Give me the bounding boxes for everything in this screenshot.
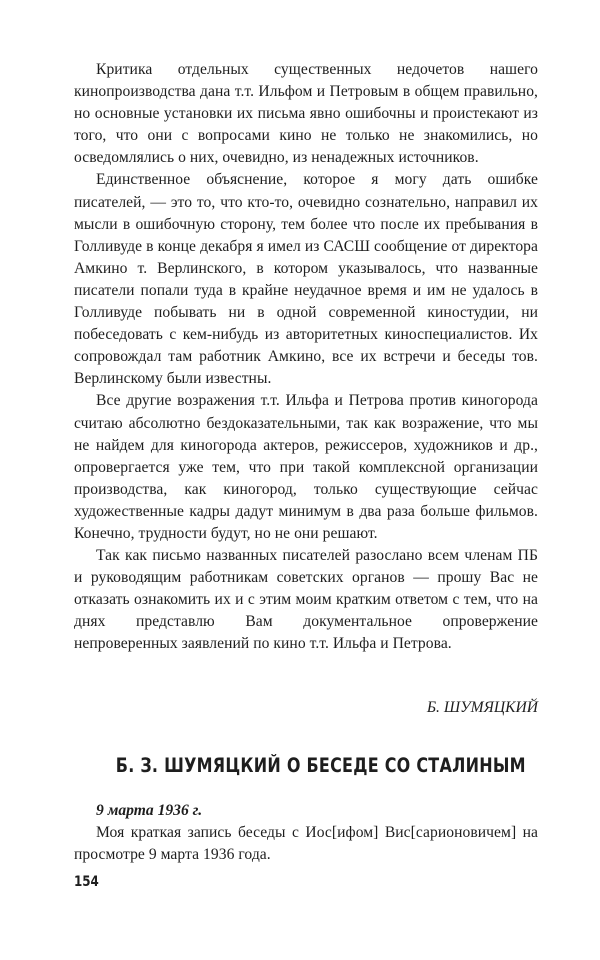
dateline: 9 марта 1936 г.	[96, 802, 203, 819]
paragraph: Критика отдельных существенных недочетов нашего кинопроизводства дана т.т. Ильфом и Петровым в общем правильно, но основные установки их письма явно ошибочны и проистекают из того, что они с вопросами кино не только не знакомились, но осведомлялись о них, очевидно, из ненадежных источников.	[74, 61, 538, 167]
record-intro	[74, 822, 538, 866]
letter-body	[74, 59, 538, 656]
signature: Б. ШУМЯЦКИЙ	[426, 699, 538, 716]
paragraph: Все другие возражения т.т. Ильфа и Петрова против киногорода считаю абсолютно бездоказательными, так как возражение, что мы не найдем для киногорода актеров, режиссеров, художников и др., опровергается уже тем, что при такой комплексной организации производства, как киногород, только существующие сейчас художественные кадры дадут минимум в два раза больше фильмов. Конечно, трудности будут, но не они решают.	[74, 392, 538, 542]
paragraph: Моя краткая запись беседы с Иос[ифом] Вис[сарионовичем] на просмотре 9 марта 1936 года.	[74, 824, 538, 864]
paragraph: Единственное объяснение, которое я могу дать ошибке писателей, — это то, что кто-то, очевидно сознательно, направил их мысли в ошибочную сторону, тем более что после их пребывания в Голливуде в конце декабря я имел из САСШ сообщение от директора Амкино т. Верлинского, в котором указывалось, что названные писатели попали туда в крайне неудачное время и им не удалось в Голливуде побывать ни в одной современной киностудии, ни побеседовать с кем-нибудь из авторитетных киноспециалистов. Их сопровождал там работник Амкино, все их встречи и беседы тов. Верлинскому были известны.	[74, 171, 538, 388]
paragraph: Так как письмо названных писателей разослано всем членам ПБ и руководящим работникам советских органов — прошу Вас не отказать ознакомить их и с этим моим кратким ответом с тем, что на днях представлю Вам документальное опровержение непроверенных заявлений по кино т.т. Ильфа и Петрова.	[74, 547, 538, 653]
page-number: 154	[74, 874, 99, 890]
section-heading: Б. З. ШУМЯЦКИЙ О БЕСЕДЕ СО СТАЛИНЫМ	[115, 754, 526, 777]
